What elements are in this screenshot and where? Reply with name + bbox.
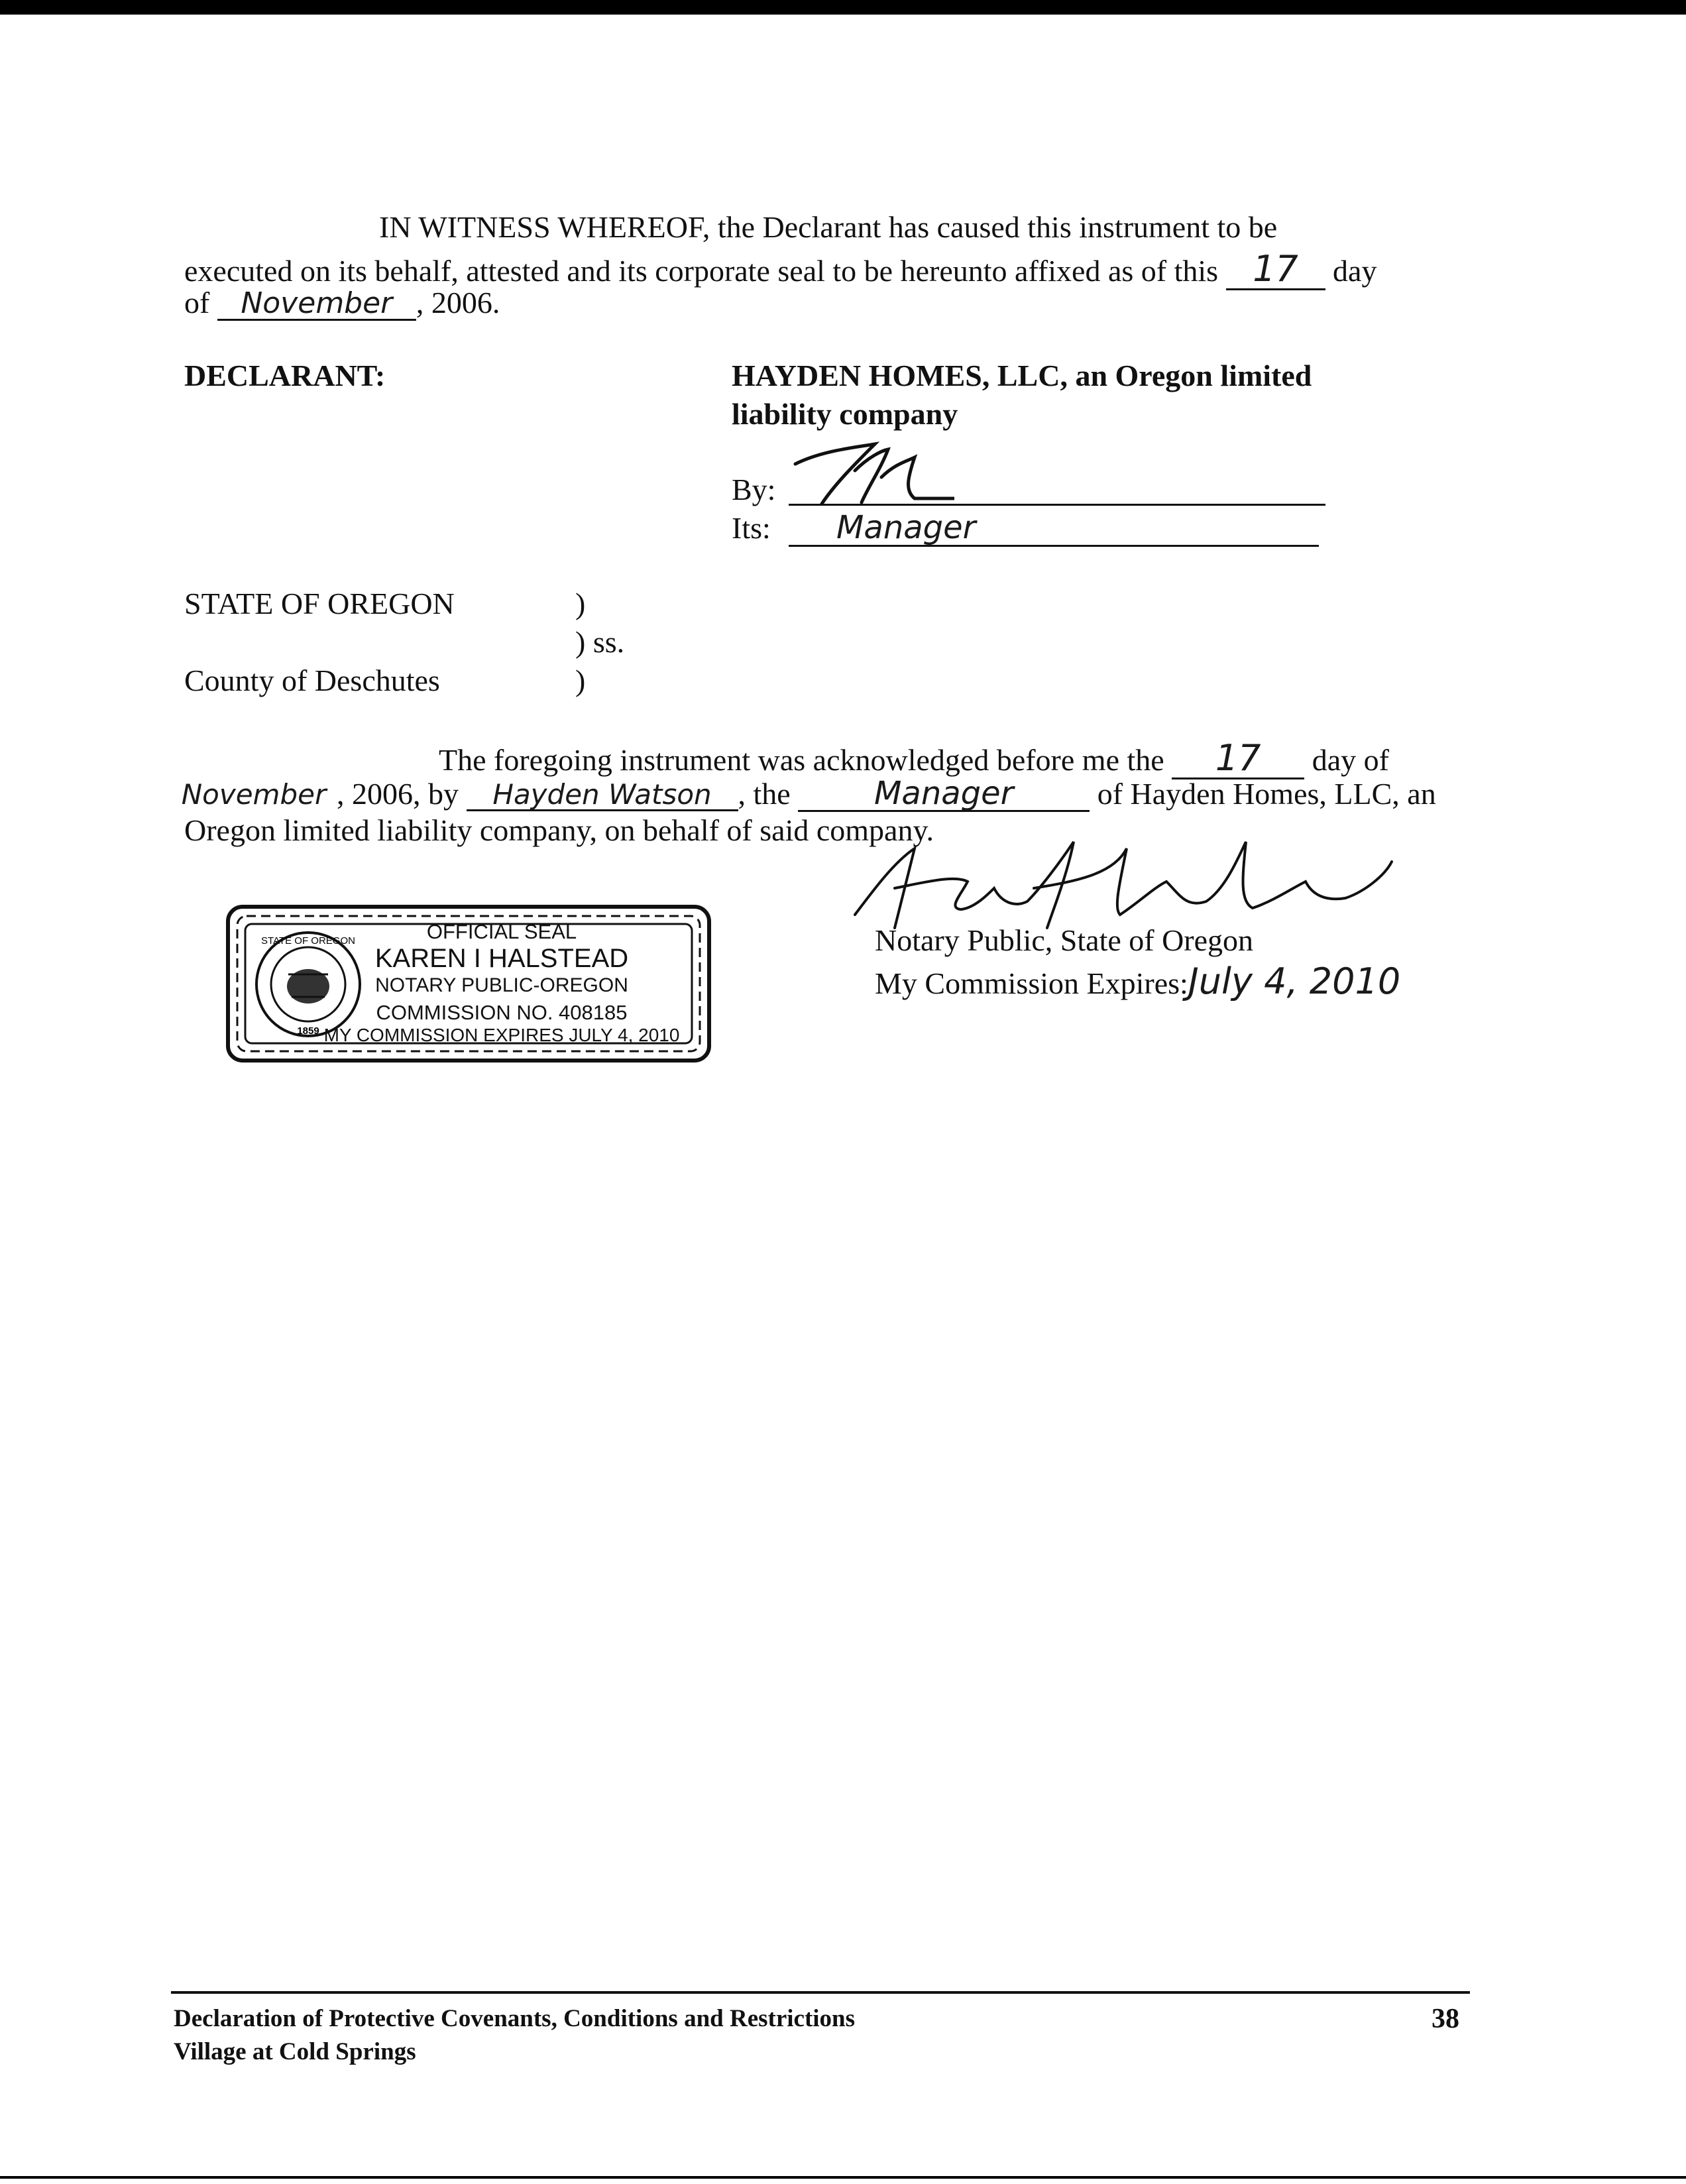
venue-county: County of Deschutes (184, 663, 440, 697)
venue-state: STATE OF OREGON (184, 587, 455, 620)
witness-year: , 2006. (416, 286, 500, 319)
official-seal-stamp (224, 903, 713, 1064)
seal-line-4: COMMISSION NO. 408185 (376, 1001, 628, 1024)
ack-line-2 (171, 777, 1436, 812)
by-label: By: (732, 473, 776, 506)
ack-intro: The foregoing instrument was acknowledged before me the (439, 743, 1164, 777)
ack-the: , the (738, 777, 791, 811)
witness-month-field: November (217, 288, 416, 321)
seal-line-3: NOTARY PUBLIC-OREGON (375, 974, 628, 996)
witness-line-3 (184, 288, 500, 321)
witness-of-word: of (184, 286, 210, 319)
seal-line-2: KAREN I HALSTEAD (374, 944, 629, 973)
scan-bottom-border (0, 2176, 1686, 2179)
ack-line-3: Oregon limited liability company, on behalf of said company. (184, 813, 934, 847)
ack-day-field: 17 (1172, 740, 1304, 779)
footer-rule (171, 1991, 1470, 1994)
ack-month-field: November (181, 778, 327, 811)
witness-line-2-text: executed on its behalf, attested and its corporate seal to be hereunto affixed as of this (184, 254, 1219, 288)
emblem-top-text: STATE OF OREGON (261, 935, 355, 947)
notary-expires-label: My Commission Expires: (875, 966, 1188, 1000)
seal-line-5: MY COMMISSION EXPIRES JULY 4, 2010 (323, 1025, 680, 1045)
witness-day-word: day (1333, 254, 1377, 288)
declarant-signature (782, 424, 954, 510)
its-label: Its: (732, 511, 771, 545)
notary-title: Notary Public, State of Oregon (875, 923, 1254, 957)
venue-paren-2: ) (575, 663, 586, 697)
ack-name-field: Hayden Watson (467, 780, 738, 811)
emblem-year-text: 1859 (297, 1025, 319, 1037)
ack-title-field: Manager (798, 777, 1090, 812)
footer-subtitle: Village at Cold Springs (174, 2038, 416, 2065)
ack-day-of: day of (1312, 743, 1389, 777)
declarant-label: DECLARANT: (184, 359, 386, 392)
notary-expires-value: July 4, 2010 (1188, 960, 1401, 1002)
witness-line-1: IN WITNESS WHEREOF, the Declarant has caused this instrument to be (379, 210, 1278, 244)
declarant-company-line-2: liability company (732, 397, 958, 431)
notary-expires (875, 960, 1401, 1002)
venue-paren-1: ) (575, 587, 586, 620)
scan-top-border (0, 0, 1686, 15)
ack-year-by: , 2006, by (337, 777, 459, 811)
ack-of-company: of Hayden Homes, LLC, an (1097, 777, 1436, 811)
witness-day-field: 17 (1226, 251, 1325, 290)
footer-title: Declaration of Protective Covenants, Conditions and Restrictions (174, 2005, 856, 2032)
venue-ss: ) ss. (575, 625, 625, 659)
its-handwritten-value: Manager (836, 509, 976, 546)
page-number: 38 (1432, 2004, 1459, 2034)
ack-line-1 (439, 737, 1389, 779)
declarant-company-line-1: HAYDEN HOMES, LLC, an Oregon limited (732, 359, 1312, 392)
witness-line-2 (184, 248, 1377, 290)
seal-line-1: OFFICIAL SEAL (426, 920, 577, 943)
